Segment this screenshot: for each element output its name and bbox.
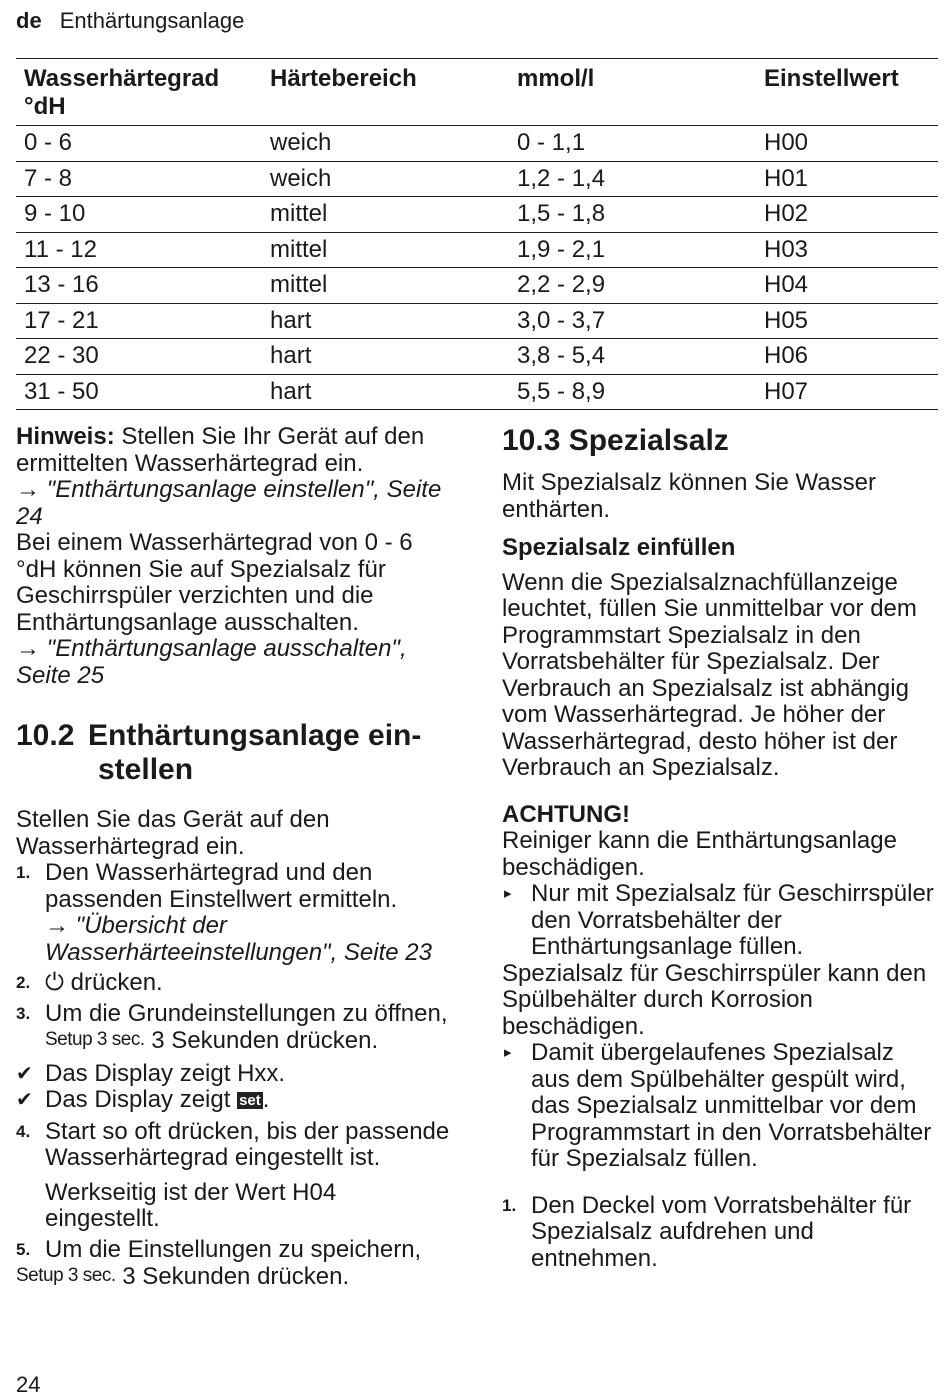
paragraph: Wenn die Spezialsalznachfüllanzeige leuchtet, füllen Sie unmittelbar vor dem Programmstart Spezialsalz in den Vorratsbehälter für Spezialsalz. Der Verbrauch an Spezialsalz ist abhängig vom Wasserhärtegrad. Je höher der Wasserhärtegrad, desto höher ist der Verbrauch an Spezialsalz. xyxy=(502,568,917,781)
cell-setting-value: H06 xyxy=(756,339,938,375)
subsection-heading: Spezialsalz einfüllen xyxy=(502,534,736,561)
language-code: de xyxy=(16,8,42,33)
setup-key-label: Setup 3 sec. xyxy=(16,1265,116,1286)
cross-reference[interactable]: → "Enthärtungsanlage ausschalten", Seite 25 xyxy=(16,635,407,689)
cell-setting-value: H07 xyxy=(756,374,938,410)
column-header-mmol: mmol/l xyxy=(509,59,756,126)
cell-mmol: 3,8 - 5,4 xyxy=(509,339,756,375)
intro-paragraph: Stellen Sie das Gerät auf den Wasserhärtegrad ein. xyxy=(16,806,330,860)
cell-mmol: 3,0 - 3,7 xyxy=(509,303,756,339)
cell-hardness-range: hart xyxy=(262,303,509,339)
cell-hardness-range: mittel xyxy=(262,232,509,268)
column-header-hardness-range: Härtebereich xyxy=(262,59,509,126)
section-heading: 10.2 Enthärtungsanlage ein- xyxy=(16,719,422,752)
warning-text: Reiniger kann die Enthärtungsanlage beschädigen. xyxy=(502,827,897,881)
bullet-item: ▸ Damit übergelaufenes Spezialsalz aus dem Spülbehälter gespült wird, das Spezialsalz unmittelbar vor dem Programmstart in den Vorratsbehälter für Spezialsalz füllen. xyxy=(504,1039,932,1172)
display-set-symbol: set xyxy=(239,1092,261,1109)
column-header-setting-value: Einstellwert xyxy=(756,59,938,126)
cross-reference[interactable]: → "Übersicht der Wasserhärteeinstellungen", Seite 23 xyxy=(45,912,432,966)
table-header-row xyxy=(16,59,938,126)
cell-hardness-degree: 11 - 12 xyxy=(16,232,262,268)
right-column xyxy=(502,424,938,1272)
cell-setting-value: H01 xyxy=(756,161,938,197)
result-1: ✔ Das Display zeigt Hxx. xyxy=(16,1059,286,1087)
table-row xyxy=(16,232,938,268)
check-icon: ✔ xyxy=(16,1062,33,1085)
table-row xyxy=(16,197,938,233)
water-hardness-table xyxy=(16,58,938,410)
cell-hardness-degree: 9 - 10 xyxy=(16,197,262,233)
cross-reference[interactable]: → "Enthärtungsanlage einstellen", Seite 24 xyxy=(16,476,442,530)
cell-mmol: 1,2 - 1,4 xyxy=(509,161,756,197)
cell-hardness-degree: 31 - 50 xyxy=(16,374,262,410)
cell-hardness-degree: 22 - 30 xyxy=(16,339,262,375)
cell-hardness-range: hart xyxy=(262,374,509,410)
step-4: 4. Start so oft drücken, bis der passende Wasserhärtegrad eingestellt ist. Werkseitig ist der Wert H04 eingestellt. xyxy=(16,1119,454,1233)
table-row xyxy=(16,303,938,339)
cell-setting-value: H00 xyxy=(756,126,938,162)
cell-setting-value: H04 xyxy=(756,268,938,304)
cell-hardness-range: hart xyxy=(262,339,509,375)
result-2: ✔ Das Display zeigt set. xyxy=(16,1086,270,1113)
setup-key-label: Setup 3 sec. xyxy=(45,1029,145,1050)
step-3: 3. Um die Grundeinstellungen zu öffnen, Setup 3 sec. 3 Sekunden drücken. xyxy=(16,999,448,1054)
warning-text: Spezialsalz für Geschirrspüler kann den Spülbehälter durch Korrosion beschädigen. xyxy=(502,959,927,1040)
bullet-triangle-icon: ▸ xyxy=(504,885,512,902)
note-label: Hinweis: xyxy=(16,423,115,450)
bullet-triangle-icon: ▸ xyxy=(504,1044,512,1061)
table-row xyxy=(16,161,938,197)
cell-mmol: 1,9 - 2,1 xyxy=(509,232,756,268)
section-heading: 10.3 Spezialsalz xyxy=(502,424,729,457)
table-row xyxy=(16,339,938,375)
intro-paragraph: Mit Spezialsalz können Sie Wasser enthärten. xyxy=(502,469,876,523)
section-heading-cont: stellen xyxy=(98,753,194,786)
chapter-title: Enthärtungsanlage xyxy=(59,8,245,33)
step-2: 2. ⏻ drücken. xyxy=(16,969,163,996)
factory-setting-note: Werkseitig ist der Wert H04 eingestellt. xyxy=(45,1178,337,1232)
table-row xyxy=(16,126,938,162)
note-paragraph: Hinweis: Stellen Sie Ihr Gerät auf den ermittelten Wasserhärtegrad ein. xyxy=(16,423,425,477)
paragraph: Bei einem Wasserhärtegrad von 0 - 6 °dH können Sie auf Spezialsalz für Geschirrspüler verzichten und die Enthärtungsanlage ausschalten. xyxy=(16,529,413,636)
warning-heading: ACHTUNG! xyxy=(502,800,630,828)
page-header xyxy=(16,8,244,34)
cell-hardness-range: mittel xyxy=(262,197,509,233)
power-icon: ⏻ xyxy=(45,969,64,996)
cell-mmol: 2,2 - 2,9 xyxy=(509,268,756,304)
page-number: 24 xyxy=(16,1372,41,1397)
bullet-item: ▸ Nur mit Spezialsalz für Geschirrspüler den Vorratsbehälter der Enthärtungsanlage füllen. xyxy=(504,880,934,960)
cell-mmol: 1,5 - 1,8 xyxy=(509,197,756,233)
table-row xyxy=(16,268,938,304)
start-key-label: Start xyxy=(45,1117,96,1145)
cell-hardness-degree: 13 - 16 xyxy=(16,268,262,304)
cell-hardness-range: weich xyxy=(262,161,509,197)
step-1: 1. Den Deckel vom Vorratsbehälter für Spezialsalz aufdrehen und entnehmen. xyxy=(502,1191,912,1272)
cell-setting-value: H05 xyxy=(756,303,938,339)
cell-mmol: 5,5 - 8,9 xyxy=(509,374,756,410)
table-row xyxy=(16,374,938,410)
cell-hardness-degree: 0 - 6 xyxy=(16,126,262,162)
check-icon: ✔ xyxy=(16,1089,33,1111)
column-header-hardness-degree: Wasserhärtegrad °dH xyxy=(16,59,262,126)
step-5: 5. Um die Einstellungen zu speichern, Setup 3 sec. 3 Sekunden drücken. xyxy=(16,1235,422,1290)
cell-setting-value: H03 xyxy=(756,232,938,268)
cell-hardness-range: weich xyxy=(262,126,509,162)
step-1: 1. Den Wasserhärtegrad und den passenden Einstellwert ermitteln. → "Übersicht der Wasserhärteeinstellungen", Seite 23 xyxy=(16,860,454,966)
cell-hardness-degree: 7 - 8 xyxy=(16,161,262,197)
cell-mmol: 0 - 1,1 xyxy=(509,126,756,162)
cell-setting-value: H02 xyxy=(756,197,938,233)
cell-hardness-range: mittel xyxy=(262,268,509,304)
cell-hardness-degree: 17 - 21 xyxy=(16,303,262,339)
left-column xyxy=(16,424,454,1291)
